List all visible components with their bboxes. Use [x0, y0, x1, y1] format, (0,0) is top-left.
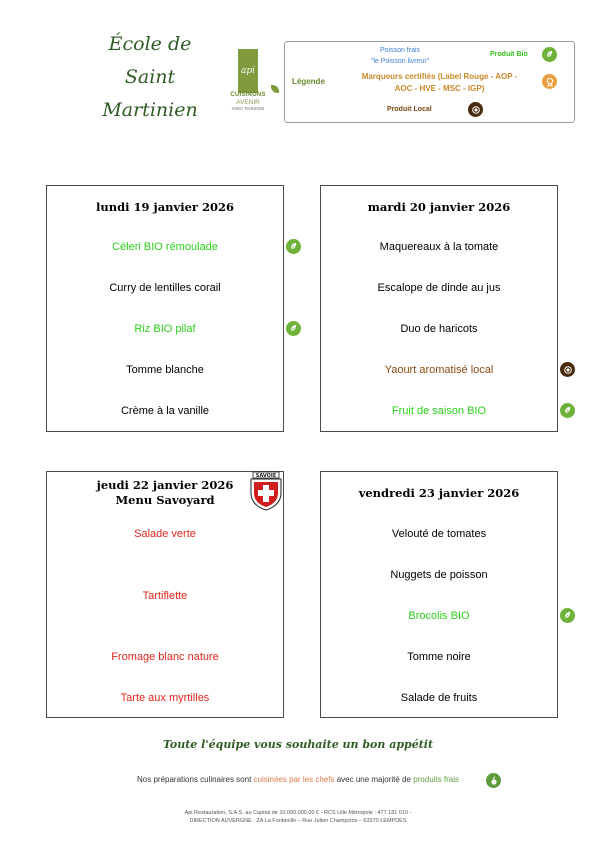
- legend-produit-local: Produit Local: [387, 106, 432, 113]
- leaf-icon: [560, 608, 575, 623]
- legend-produit-bio: Produit Bio: [490, 51, 528, 58]
- dish-item: Yaourt aromatisé local: [384, 364, 494, 376]
- day-title: mardi 20 janvier 2026: [367, 200, 511, 214]
- leaf-icon: [542, 47, 557, 62]
- school-name-line3: Martinien: [102, 99, 198, 121]
- closing-message: Toute l'équipe vous souhaite un bon appétit: [162, 738, 434, 751]
- dish-item: Curry de lentilles corail: [109, 282, 221, 294]
- rosette-icon: [542, 74, 557, 89]
- dish-item: Nuggets de poisson: [390, 569, 488, 581]
- legend-marqueurs-certifies: [342, 71, 537, 95]
- legend-title: Légende: [292, 77, 325, 86]
- leaf-icon: [286, 239, 301, 254]
- dish-item: Riz BIO pilaf: [134, 323, 196, 335]
- footer-statement: [0, 775, 596, 784]
- legend-cert-line2: AOC - HVE - MSC - IGP): [394, 84, 485, 93]
- legal-notice: [0, 809, 596, 825]
- logo-text-line3: AVEC PASSION: [231, 106, 265, 111]
- legal-line2: DIRECTION AUVERGNE : ZA La Fontanille – Rue Julien Champclos – 63370 LEMPDES: [189, 818, 407, 824]
- local-badge-icon: [468, 102, 483, 117]
- leaf-icon: [286, 321, 301, 336]
- dish-item: Velouté de tomates: [391, 528, 487, 540]
- school-name-line2: Saint: [124, 66, 176, 88]
- legend-poisson-line2: "le Poisson livreur": [370, 58, 430, 65]
- dish-item: Salade de fruits: [400, 692, 478, 704]
- footer-text-chefs: cuisinées par les chefs: [253, 775, 335, 784]
- dish-item: Tomme blanche: [126, 364, 204, 376]
- dish-item: Céleri BIO rémoulade: [112, 241, 218, 253]
- dish-item: Escalope de dinde au jus: [377, 282, 501, 294]
- footer-text: Nos préparations culinaires sont: [137, 775, 254, 784]
- day-title: jeudi 22 janvier 2026: [96, 478, 234, 492]
- fresh-produce-icon: [486, 773, 501, 788]
- legal-line1: Api Restauration, S.A.S. au Capital de 10.000.000,00 € - RCS Lille Métropole : 477 181 010 -: [184, 810, 412, 816]
- leaf-icon: [271, 85, 279, 93]
- legend-poisson-line1: Poisson frais: [379, 47, 421, 54]
- savoie-shield-icon: [249, 471, 283, 511]
- legend-poisson-frais: [352, 45, 448, 67]
- footer-text: avec une majorité de: [334, 775, 414, 784]
- dish-item: Tomme noire: [407, 651, 471, 663]
- day-card-lundi: [46, 185, 284, 432]
- api-logo-mark: api: [238, 49, 258, 93]
- dish-item: Fruit de saison BIO: [391, 405, 487, 417]
- logo-text-line2: AVENIR: [236, 99, 260, 106]
- dish-item: Crème à la vanille: [120, 405, 210, 417]
- school-name: [95, 28, 205, 127]
- day-title: lundi 19 janvier 2026: [96, 200, 234, 214]
- footer-text-fresh: produits frais: [413, 775, 459, 784]
- api-logo: [224, 49, 280, 113]
- school-name-line1: École de: [108, 33, 192, 55]
- day-card-mardi: [320, 185, 558, 432]
- dish-item: Tarte aux myrtilles: [120, 692, 210, 704]
- day-title: vendredi 23 janvier 2026: [358, 486, 520, 500]
- dish-item: Brocolis BIO: [408, 610, 470, 622]
- dish-item: Tartiflette: [142, 590, 188, 602]
- savoie-label: SAVOIE: [255, 473, 277, 479]
- dish-item: Duo de haricots: [400, 323, 478, 335]
- local-badge-icon: [560, 362, 575, 377]
- logo-text-line1: CUISINONS: [230, 92, 266, 98]
- legend-cert-line1: Marqueurs certifiés (Label Rouge - AOP -: [361, 72, 518, 81]
- day-card-vendredi: [320, 471, 558, 718]
- dish-item: Fromage blanc nature: [111, 651, 219, 663]
- leaf-icon: [560, 403, 575, 418]
- dish-item: Maquereaux à la tomate: [379, 241, 499, 253]
- dish-item: Salade verte: [134, 528, 196, 540]
- day-subtitle: Menu Savoyard: [115, 493, 215, 507]
